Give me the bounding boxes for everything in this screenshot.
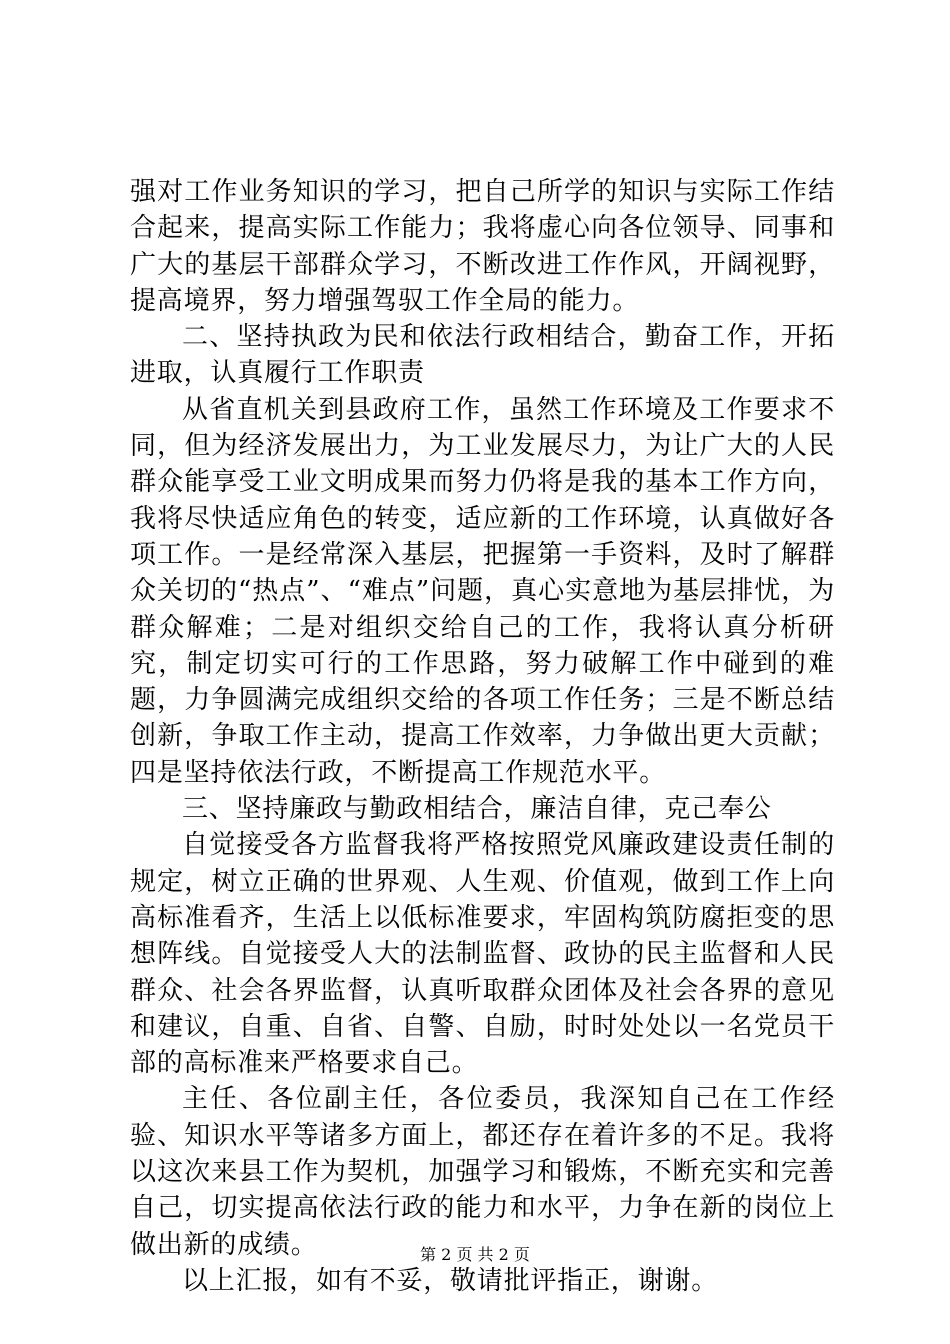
paragraph-thanks: 以上汇报，如有不妥，敬请批评指正，谢谢。 xyxy=(182,1265,719,1296)
section-heading-2: 二、坚持执政为民和依法行政相结合，勤奋工作，开拓进取，认真履行工作职责 xyxy=(130,322,835,389)
paragraph-section-2: 从省直机关到县政府工作，虽然工作环境及工作要求不同，但为经济发展出力，为工业发展尽力，为让广大的人民群众能享受工业文明成果而努力仍将是我的基本工作方向，我将尽快适应角色的转变，适应新的工作环境，认真做好各项工作。一是经常深入基层，把握第一手资料，及时了解群众关切的“热点”、“难点”问题，真心实意地为基层排忧，为群众解难；二是对组织交给自己的工作，我将认真分析研究，制定切实可行的工作思路，努力破解工作中碰到的难题，力争圆满完成组织交给的各项工作任务；三是不断总结创新，争取工作主动，提高工作效率，力争做出更大贡献；四是坚持依法行政，不断提高工作规范水平。 xyxy=(130,394,835,788)
paragraph-section-3: 自觉接受各方监督我将严格按照党风廉政建设责任制的规定，树立正确的世界观、人生观、价值观，做到工作上向高标准看齐，生活上以低标准要求，牢固构筑防腐拒变的思想阵线。自觉接受人大的法制监督、政协的民主监督和人民群众、社会各界监督，认真听取群众团体及社会各界的意见和建议，自重、自省、自警、自励，时时处处以一名党员干部的高标准来严格要求自己。 xyxy=(130,830,835,1079)
paragraph-continuation: 强对工作业务知识的学习，把自己所学的知识与实际工作结合起来，提高实际工作能力；我将虚心向各位领导、同事和广大的基层干部群众学习，不断改进工作作风，开阔视野，提高境界，努力增强驾驭工作全局的能力。 xyxy=(130,177,835,316)
page-footer: 第 2 页 共 2 页 xyxy=(420,1245,530,1264)
section-heading-3: 三、坚持廉政与勤政相结合，廉洁自律，克己奉公 xyxy=(182,794,772,825)
paragraph-closing: 主任、各位副主任，各位委员，我深知自己在工作经验、知识水平等诸多方面上，都还存在着许多的不足。我将以这次来县工作为契机，加强学习和锻炼，不断充实和完善自己，切实提高依法行政的能力和水平，力争在新的岗位上做出新的成绩。 xyxy=(130,1084,835,1260)
document-body xyxy=(130,174,835,1299)
